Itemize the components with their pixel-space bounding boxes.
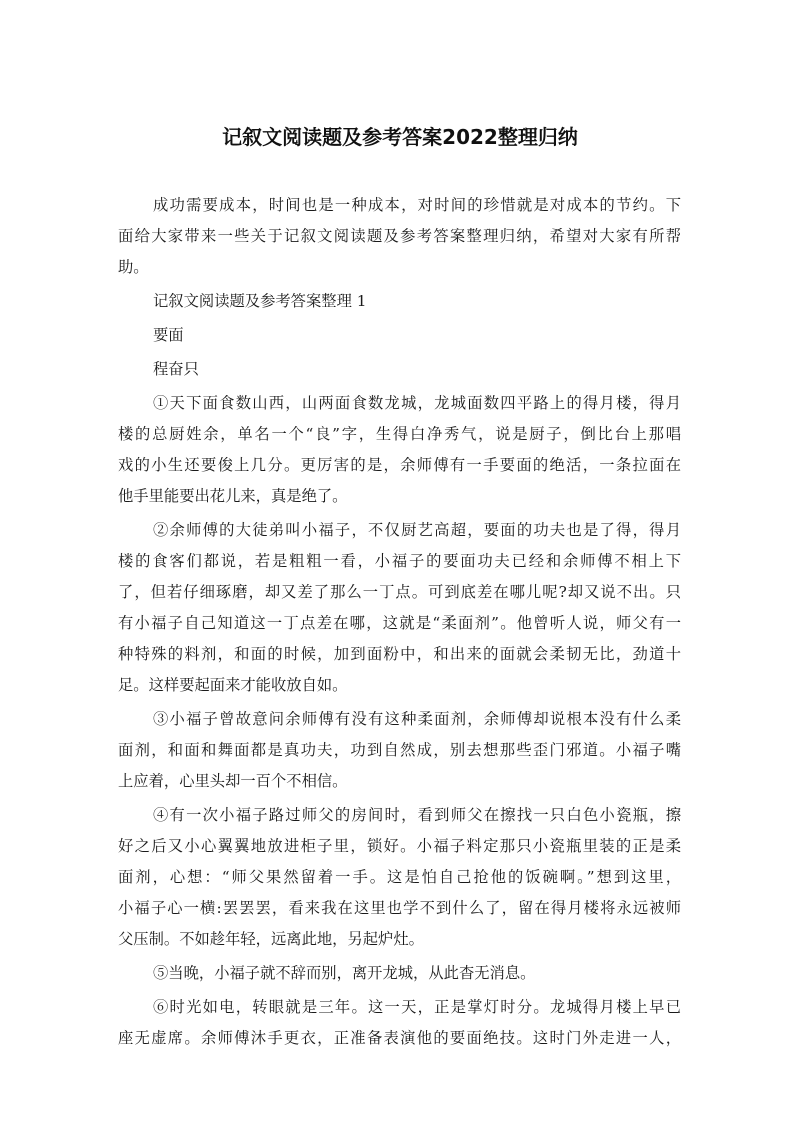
paragraph-line: 有小福子自己知道这一丁点差在哪，这就是“柔面剂”。他曾听人说，师父有一 [118,614,681,632]
paragraph-line: 记叙文阅读题及参考答案整理 1 [153,292,367,310]
paragraph-line: 足。这样要起面来才能收放自如。 [118,676,348,694]
paragraph [118,320,681,351]
paragraph-line: 成功需要成本，时间也是一种成本，对时间的珍惜就是对成本的节约。下 [153,196,681,214]
paragraph-line: 座无虚席。余师傅沐手更衣，正准备表演他的要面绝技。这时门外走进一人， [118,1029,681,1047]
paragraph-line: 他手里能要出花儿来，真是绝了。 [118,487,348,505]
paragraph-line: ④有一次小福子路过师父的房间时，看到师父在擦找一只白色小瓷瓶，擦 [153,806,681,824]
paragraph [118,958,681,989]
paragraph-line: 面给大家带来一些关于记叙文阅读题及参考答案整理归纳，希望对大家有所帮 [118,227,681,245]
paragraph [118,388,681,512]
paragraph-line: ⑤当晚，小福子就不辞而别，离开龙城，从此杳无消息。 [153,964,536,982]
paragraph [118,704,681,797]
paragraph-line: 父压制。不如趁年轻，远离此地，另起炉灶。 [118,930,424,948]
paragraph-line: 好之后又小心翼翼地放进柜子里，锁好。小福子料定那只小瓷瓶里装的正是柔 [118,837,681,855]
paragraph-line: ②余师傅的大徒弟叫小福子，不仅厨艺高超，要面的功夫也是了得，得月 [153,521,681,539]
paragraph [118,286,681,317]
paragraph-line: ⑥时光如电，转眼就是三年。这一天，正是掌灯时分。龙城得月楼上早已 [153,998,681,1016]
paragraph [118,800,681,955]
paragraph-line: 面剂，和面和舞面都是真功夫，功到自然成，别去想那些歪门邪道。小福子嘴 [118,741,681,759]
document-title: 记叙文阅读题及参考答案2022整理归纳 [222,125,578,149]
paragraph [118,992,681,1054]
paragraph-line: 小福子心一横:罢罢罢，看来我在这里也学不到什么了，留在得月楼将永远被师 [118,899,681,917]
paragraph-line: 面剂，心想：“师父果然留着一手。这是怕自己抢他的饭碗啊。”想到这里， [118,868,681,886]
paragraph-line: 了，但若仔细琢磨，却又差了那么一丁点。可到底差在哪儿呢?却又说不出。只 [118,583,681,601]
paragraph-line: 程奋只 [153,360,199,378]
paragraph-line: 要面 [153,326,184,344]
paragraph [118,190,681,283]
paragraph-line: 戏的小生还要俊上几分。更厉害的是，余师傅有一手要面的绝活，一条拉面在 [118,456,681,474]
paragraph-line: 助。 [118,258,149,276]
paragraph-line: 楼的总厨姓余，单名一个“良”字，生得白净秀气，说是厨子，倒比台上那唱 [118,425,681,443]
paragraph-line: 种特殊的料剂，和面的时候，加到面粉中，和出来的面就会柔韧无比，劲道十 [118,645,681,663]
paragraph-line: ①天下面食数山西，山两面食数龙城，龙城面数四平路上的得月楼，得月 [153,394,681,412]
paragraph-line: ③小福子曾故意问余师傅有没有这种柔面剂，余师傅却说根本没有什么柔 [153,710,681,728]
paragraph-line: 上应着，心里头却一百个不相信。 [118,772,348,790]
paragraph-line: 楼的食客们都说，若是粗粗一看，小福子的要面功夫已经和余师傅不相上下 [118,552,681,570]
paragraph [118,354,681,385]
paragraph [118,515,681,701]
document-body [118,190,681,1057]
